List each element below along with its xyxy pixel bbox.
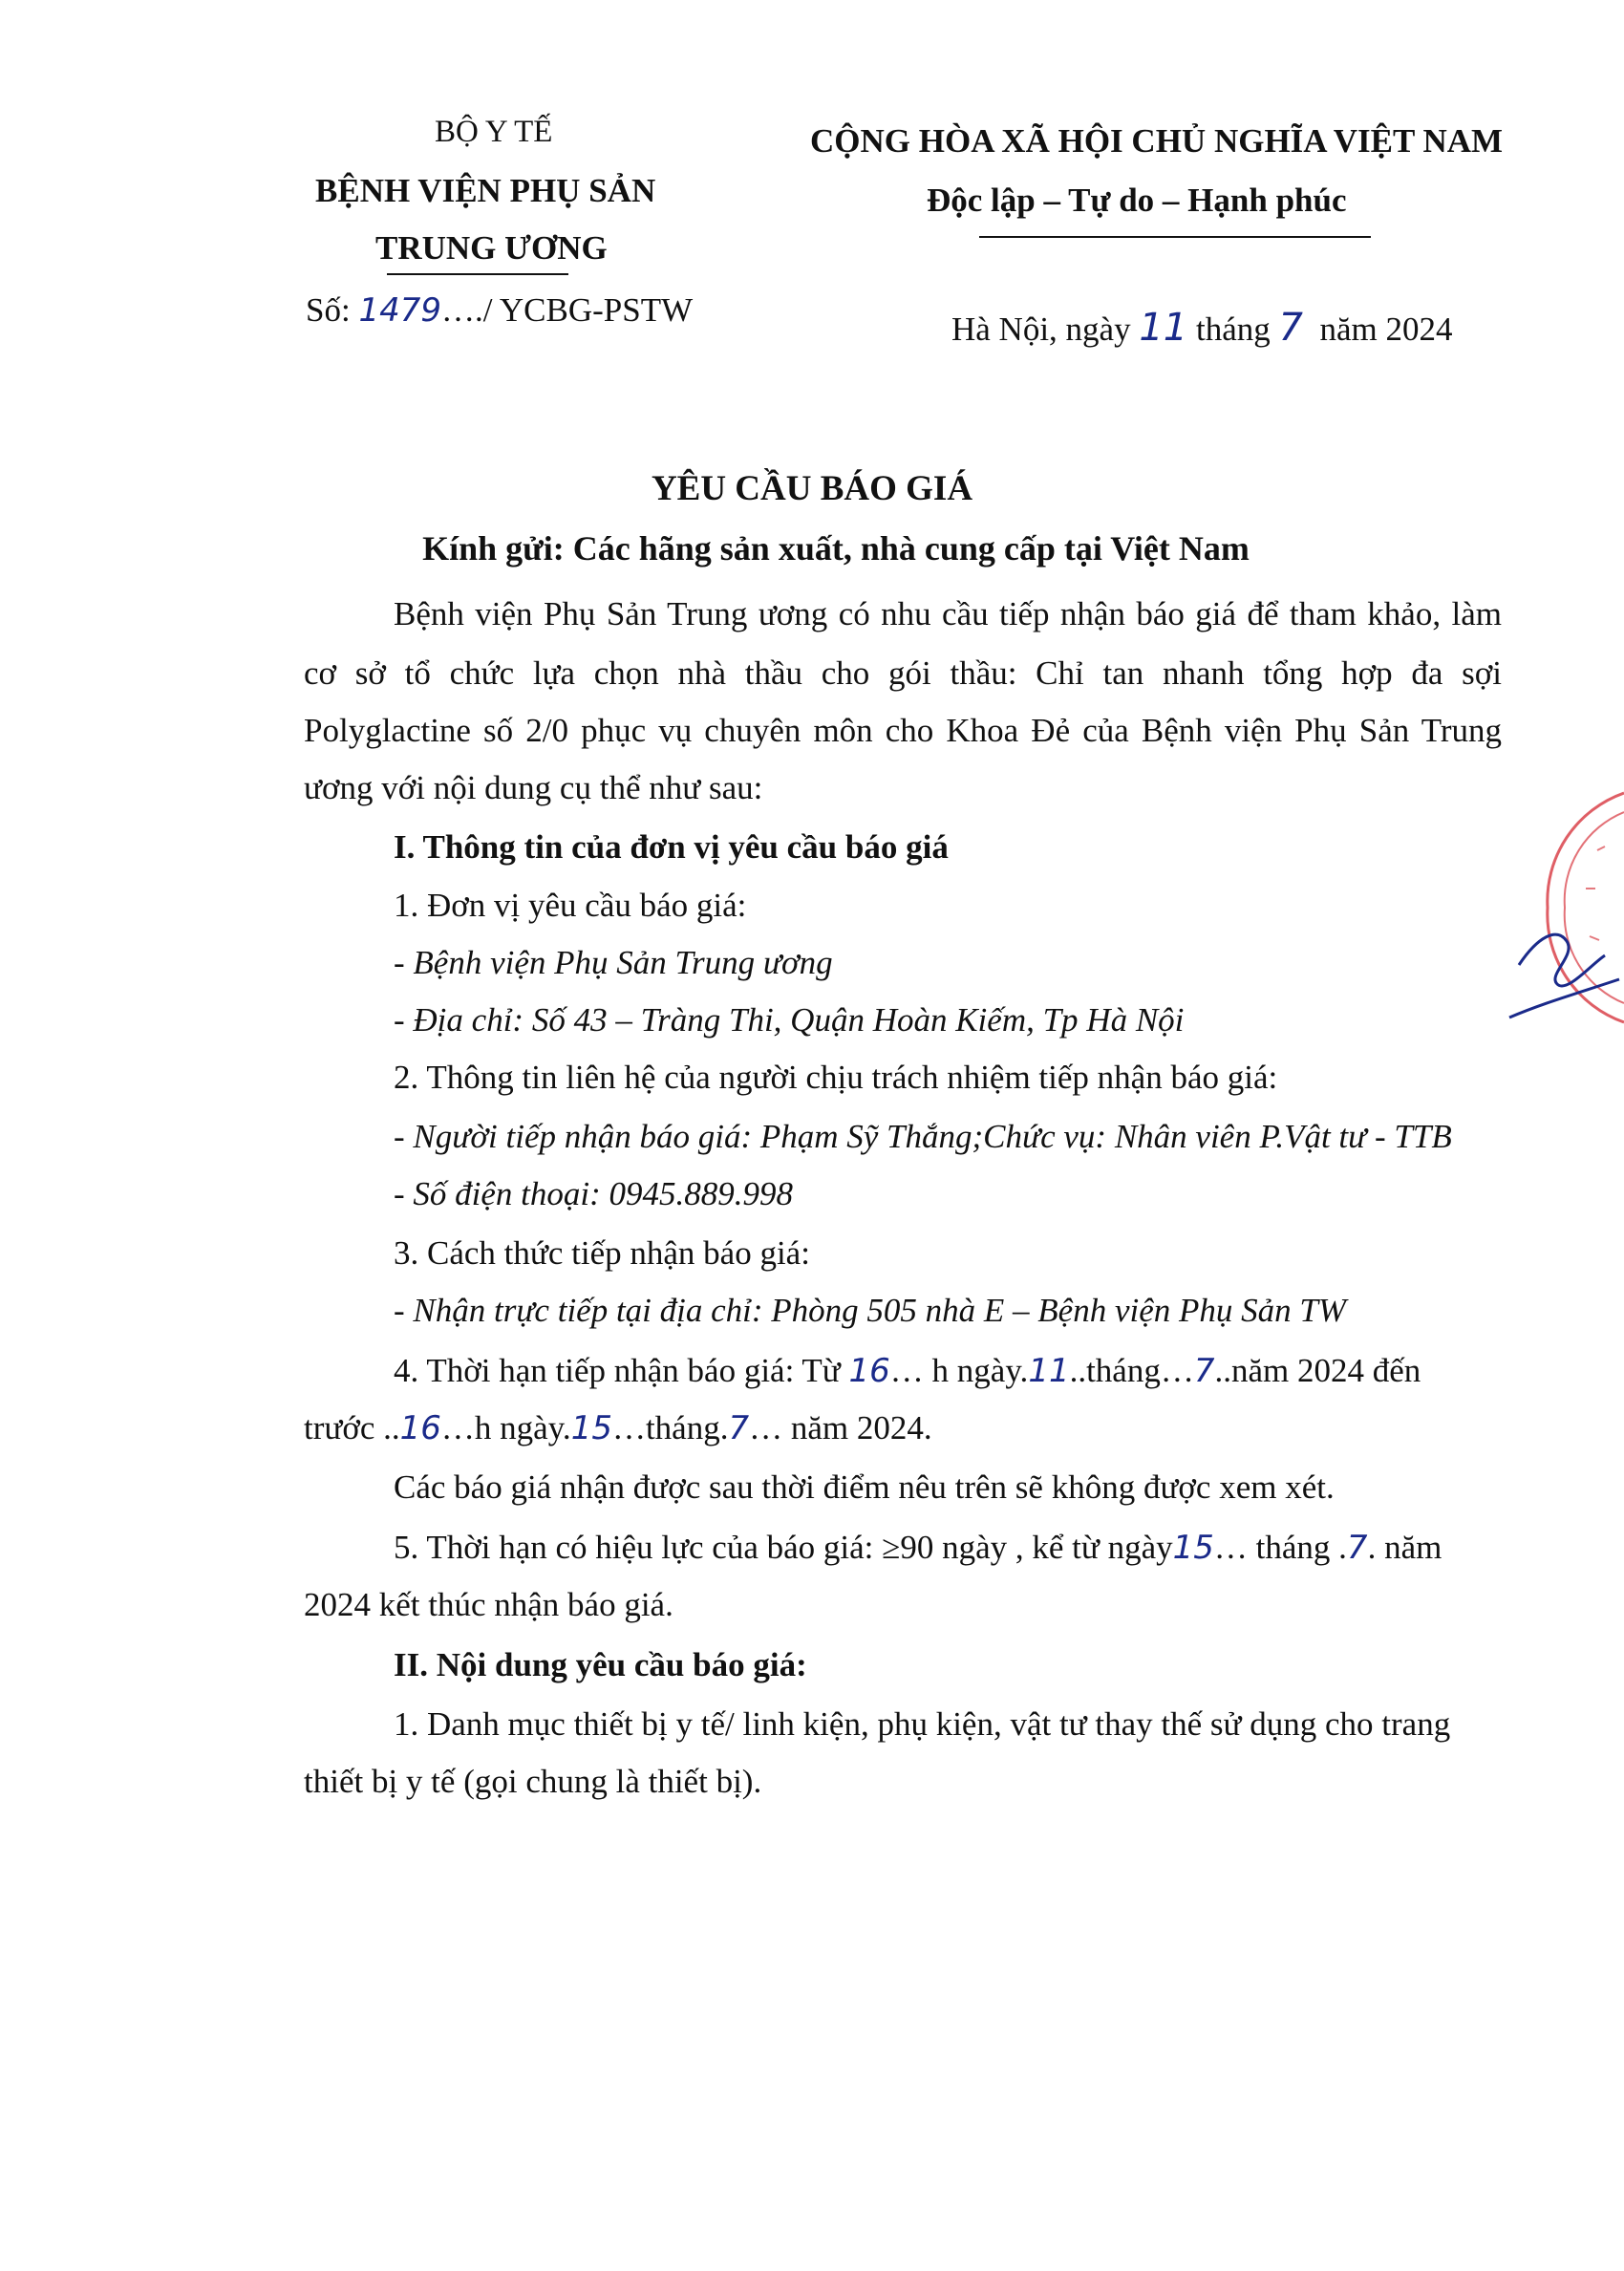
- recipient-line: Kính gửi: Các hãng sản xuất, nhà cung cấp tại Việt Nam: [422, 529, 1250, 568]
- section2-item1-line1: 1. Danh mục thiết bị y tế/ linh kiện, phụ kiện, vật tư thay thế sử dụng cho trang: [394, 1705, 1451, 1743]
- section1-item5-line2: 2024 kết thúc nhận báo giá.: [304, 1586, 673, 1623]
- item4-month1: 7: [1193, 1352, 1215, 1390]
- item5-text-c: . năm: [1367, 1529, 1442, 1566]
- intro-line-1: Bệnh viện Phụ Sản Trung ương có nhu cầu tiếp nhận báo giá để tham khảo, làm: [394, 595, 1502, 632]
- republic-title: CỘNG HÒA XÃ HỘI CHỦ NGHĨA VIỆT NAM: [810, 122, 1504, 160]
- doc-number-prefix: Số:: [306, 291, 351, 329]
- item4-text-d: ..năm 2024 đến: [1214, 1352, 1421, 1389]
- hospital-name-line1: BỆNH VIỆN PHỤ SẢN: [315, 172, 656, 209]
- doc-number-suffix: …./ YCBG-PSTW: [440, 291, 694, 329]
- item5-text-b: … tháng .: [1213, 1529, 1347, 1566]
- item4-text-e: trước ..: [304, 1409, 400, 1446]
- section1-item4-line2: [304, 1409, 932, 1447]
- date-prefix: Hà Nội, ngày: [951, 311, 1131, 348]
- item5-text-a: 5. Thời hạn có hiệu lực của báo giá: ≥90 ngày , kể từ ngày: [394, 1529, 1173, 1566]
- intro-line-4: ương với nội dung cụ thể như sau:: [304, 769, 763, 806]
- section1-address: - Địa chỉ: Số 43 – Tràng Thi, Quận Hoàn Kiếm, Tp Hà Nội: [394, 1001, 1185, 1039]
- intro-line-2: cơ sở tổ chức lựa chọn nhà thầu cho gói thầu: Chỉ tan nhanh tổng hợp đa sợi: [304, 654, 1502, 692]
- section1-item2: 2. Thông tin liên hệ của người chịu trách nhiệm tiếp nhận báo giá:: [394, 1059, 1278, 1096]
- item4-text-h: … năm 2024.: [749, 1409, 932, 1446]
- intro-line-3: Polyglactine số 2/0 phục vụ chuyên môn cho Khoa Đẻ của Bệnh viện Phụ Sản Trung: [304, 712, 1502, 749]
- item4-hour2: 16: [399, 1409, 441, 1447]
- item4-text-c: ..tháng…: [1069, 1352, 1194, 1389]
- doc-number-handwritten: 1479: [358, 291, 441, 330]
- item5-day: 15: [1172, 1529, 1214, 1567]
- national-motto: Độc lập – Tự do – Hạnh phúc: [927, 182, 1347, 219]
- hospital-name-line2: TRUNG ƯƠNG: [375, 229, 608, 267]
- item4-day2: 15: [570, 1409, 612, 1447]
- section1-receiver: - Người tiếp nhận báo giá: Phạm Sỹ Thắng;Chức vụ: Nhân viên P.Vật tư - TTB: [394, 1118, 1452, 1155]
- ministry-name: BỘ Y TẾ: [435, 115, 553, 149]
- document-date: [951, 306, 1453, 350]
- section1-method: - Nhận trực tiếp tại địa chỉ: Phòng 505 nhà E – Bệnh viện Phụ Sản TW: [394, 1292, 1347, 1329]
- header-right-rule: [979, 236, 1371, 238]
- section1-item1: 1. Đơn vị yêu cầu báo giá:: [394, 887, 747, 924]
- date-day-handwritten: 11: [1139, 306, 1188, 350]
- section2-heading: II. Nội dung yêu cầu báo giá:: [394, 1646, 807, 1683]
- section1-unit-name: - Bệnh viện Phụ Sản Trung ương: [394, 944, 833, 981]
- section1-heading: I. Thông tin của đơn vị yêu cầu báo giá: [394, 828, 949, 866]
- section1-item3: 3. Cách thức tiếp nhận báo giá:: [394, 1234, 810, 1272]
- item4-month2: 7: [728, 1409, 750, 1447]
- section1-phone: - Số điện thoại: 0945.889.998: [394, 1175, 794, 1212]
- item4-text-f: …h ngày.: [440, 1409, 571, 1446]
- doc-number: [306, 291, 693, 330]
- section1-item4-line1: [394, 1352, 1421, 1390]
- section1-item5-line1: [394, 1529, 1442, 1567]
- section2-item1-line2: thiết bị y tế (gọi chung là thiết bị).: [304, 1763, 762, 1800]
- item4-hour1: 16: [848, 1352, 890, 1390]
- date-year: năm 2024: [1319, 311, 1453, 348]
- date-month-label: tháng: [1196, 311, 1271, 348]
- header-left-rule: [387, 273, 568, 275]
- document-title: YÊU CẦU BÁO GIÁ: [651, 469, 973, 508]
- item4-text-b: … h ngày.: [889, 1352, 1029, 1389]
- signature-icon: [1500, 898, 1624, 1032]
- item4-text-g: …tháng.: [611, 1409, 729, 1446]
- date-month-handwritten: 7: [1278, 306, 1303, 350]
- item4-text-a: 4. Thời hạn tiếp nhận báo giá: Từ: [394, 1352, 841, 1389]
- item5-month: 7: [1346, 1529, 1368, 1567]
- item4-day1: 11: [1028, 1352, 1070, 1390]
- section1-late-note: Các báo giá nhận được sau thời điểm nêu trên sẽ không được xem xét.: [394, 1468, 1335, 1506]
